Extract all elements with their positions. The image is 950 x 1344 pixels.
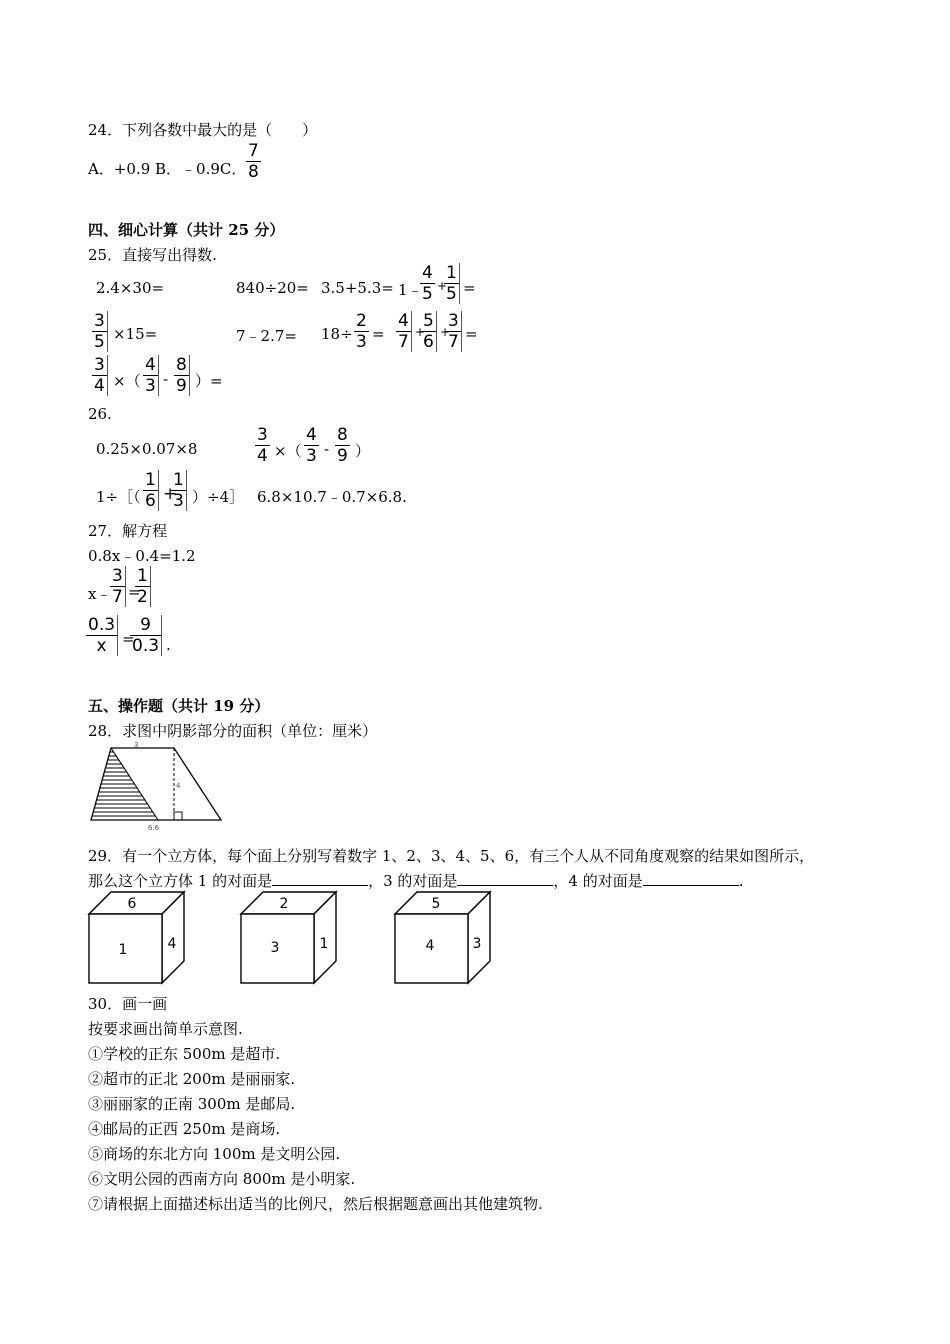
q25-r2c1-fraction xyxy=(92,311,108,352)
den: 9 xyxy=(337,446,348,466)
den: 4 xyxy=(257,446,268,466)
cube-1-top: 6 xyxy=(127,896,137,912)
q26-e1: 0.25×0.07×8 xyxy=(96,440,198,458)
q28-stem: 28．求图中阴影部分的面积（单位：厘米） xyxy=(88,722,378,740)
q30-line-3: ③丽丽家的正南 300m 是邮局. xyxy=(88,1095,296,1113)
cube-2-top: 2 xyxy=(279,896,289,912)
q26-stem: 26. xyxy=(88,405,112,423)
q25-r2c2: 7﹣2.7= xyxy=(236,327,297,345)
q27-eq2-fraction-2 xyxy=(135,566,151,607)
fraction-denominator: 8 xyxy=(248,162,259,182)
q29-line2-c: ，4 的对面是 xyxy=(553,872,643,890)
num: 0.3 xyxy=(88,615,116,635)
q30-line-6: ⑥文明公园的西南方向 800m 是小明家. xyxy=(88,1170,356,1188)
q25-r3-post: ）= xyxy=(195,372,223,390)
answer-blank-3[interactable] xyxy=(643,871,739,886)
q27-eq2-pre: x﹣ xyxy=(88,585,112,603)
section-5-heading: 五、操作题（共计 19 分） xyxy=(88,697,270,715)
q25-r2c3-pre: 18÷ xyxy=(321,325,353,343)
plus-sign: + xyxy=(437,279,448,293)
num: 4 xyxy=(145,355,156,375)
q26-e2-fraction-3 xyxy=(335,425,350,466)
q24-stem: 24．下列各数中最大的是（ ） xyxy=(88,121,318,139)
top-label: 3 xyxy=(134,741,139,749)
num: 3 xyxy=(94,311,105,331)
q27-eq2-fraction-1 xyxy=(110,566,126,607)
q27-stem: 27．解方程 xyxy=(88,522,168,540)
den: 5 xyxy=(446,284,457,304)
cube-3-top: 5 xyxy=(431,896,441,912)
q27-eq1: 0.8x﹣0.4=1.2 xyxy=(88,547,196,565)
answer-blank-1[interactable] xyxy=(272,871,368,886)
den: 2 xyxy=(137,587,148,607)
base-label: 6.6 xyxy=(148,824,160,832)
cube-2-front: 3 xyxy=(270,940,280,956)
q25-r2c4-fraction-2 xyxy=(421,311,437,352)
q24-options: A．+0.9 B．﹣0.9C． xyxy=(88,160,247,178)
q25-r1c2: 840÷20= xyxy=(236,279,309,297)
q25-r1c4-pre: 1﹣ xyxy=(398,281,423,299)
num: 4 xyxy=(422,263,433,283)
q25-r1c3: 3.5+5.3= xyxy=(321,279,394,297)
minus-sign: - xyxy=(163,370,169,388)
plus-sign: + xyxy=(415,325,426,339)
answer-blank-2[interactable] xyxy=(457,871,553,886)
q25-r2c3-post: = xyxy=(372,325,385,343)
q30-line-2: ②超市的正北 200m 是丽丽家. xyxy=(88,1070,296,1088)
q25-r3-fraction-2 xyxy=(143,355,159,396)
q26-e3-fraction-1 xyxy=(143,470,159,511)
cube-1-front: 1 xyxy=(118,942,128,958)
q25-r2c3-fraction xyxy=(354,311,369,352)
q25-stem: 25．直接写出得数. xyxy=(88,246,217,264)
q26-e4: 6.8×10.7﹣0.7×6.8. xyxy=(257,488,407,506)
num: 4 xyxy=(306,425,317,445)
den: 3 xyxy=(306,446,317,466)
den: 5 xyxy=(94,332,105,352)
num: 8 xyxy=(176,355,187,375)
q25-r1-fraction-1 xyxy=(420,263,435,304)
den: 7 xyxy=(112,587,123,607)
cube-1 xyxy=(89,892,184,983)
den: 3 xyxy=(145,376,156,396)
equals-sign: = xyxy=(465,325,478,343)
q30-line-7: ⑦请根据上面描述标出适当的比例尺，然后根据题意画出其他建筑物. xyxy=(88,1195,543,1213)
q30-line-0: 按要求画出简单示意图. xyxy=(88,1020,243,1038)
q25-r2c1-post: ×15= xyxy=(113,325,158,343)
q26-e2-times: ×（ xyxy=(274,442,302,460)
q29-line1: 29．有一个立方体，每个面上分别写着数字 1、2、3、4、5、6，有三个人从不同角度观察的结果如图所示， xyxy=(88,847,815,865)
den: 7 xyxy=(398,332,409,352)
q26-e2-fraction-2 xyxy=(304,425,319,466)
equals-sign: = xyxy=(463,279,476,297)
num: 5 xyxy=(423,311,434,331)
q30-line-4: ④邮局的正西 250m 是商场. xyxy=(88,1120,281,1138)
num: 1 xyxy=(173,470,184,490)
num: 3 xyxy=(112,566,123,586)
num: 3 xyxy=(94,355,105,375)
num: 1 xyxy=(137,566,148,586)
den: 5 xyxy=(422,284,433,304)
q26-e2-close: ） xyxy=(355,442,371,460)
q29-line2-end: . xyxy=(738,872,744,890)
cube-1-side: 4 xyxy=(167,936,177,952)
minus-sign: - xyxy=(324,440,330,458)
q25-r3-times: ×（ xyxy=(113,372,141,390)
q29-line2-b: ，3 的对面是 xyxy=(368,872,458,890)
q26-e3-fraction-2 xyxy=(171,470,187,511)
q28-trapezoid-figure xyxy=(86,740,228,832)
equals-sign: = xyxy=(128,583,141,601)
den: 7 xyxy=(448,332,459,352)
q27-eq3-fraction-2 xyxy=(130,615,162,656)
num: 2 xyxy=(356,311,367,331)
den: 9 xyxy=(176,376,187,396)
q30-line-5: ⑤商场的东北方向 100m 是文明公园. xyxy=(88,1145,341,1163)
den: 6 xyxy=(145,491,156,511)
q29-cubes-figure xyxy=(86,888,496,988)
plus-sign: + xyxy=(440,325,451,339)
num: 1 xyxy=(446,263,457,283)
den: 3 xyxy=(356,332,367,352)
q25-r1c1: 2.4×30= xyxy=(96,279,165,297)
section-4-heading: 四、细心计算（共计 25 分） xyxy=(88,221,285,239)
num: 3 xyxy=(448,311,459,331)
den: 4 xyxy=(94,376,105,396)
equals-sign: = xyxy=(122,630,135,648)
cube-3-side: 3 xyxy=(472,936,482,952)
q30-line-1: ①学校的正东 500m 是超市. xyxy=(88,1045,281,1063)
cube-3-front: 4 xyxy=(425,938,435,954)
cube-3 xyxy=(395,892,490,983)
q24-option-c-fraction xyxy=(246,141,261,182)
num: 8 xyxy=(337,425,348,445)
q29-line2-a: 那么这个立方体 1 的对面是 xyxy=(88,872,273,890)
num: 4 xyxy=(398,311,409,331)
q27-eq3-fraction-1 xyxy=(86,615,118,656)
q25-r3-fraction-3 xyxy=(174,355,190,396)
q26-e2-fraction-1 xyxy=(255,425,270,466)
num: 3 xyxy=(257,425,268,445)
num: 1 xyxy=(145,470,156,490)
right-angle-mark xyxy=(174,812,182,820)
period: . xyxy=(166,636,171,654)
q25-r2c4-fraction-1 xyxy=(396,311,412,352)
q26-e3-post: ）÷4］ xyxy=(192,488,245,506)
den: 6 xyxy=(423,332,434,352)
cube-2 xyxy=(241,892,336,983)
num: 9 xyxy=(140,615,151,635)
cube-2-side: 1 xyxy=(319,936,329,952)
plus-sign: + xyxy=(163,484,178,504)
q30-stem: 30．画一画 xyxy=(88,995,168,1013)
q25-r2c4-fraction-3 xyxy=(446,311,462,352)
q25-r1-fraction-2 xyxy=(444,263,460,304)
fraction-numerator: 7 xyxy=(248,141,259,161)
den: x xyxy=(86,635,117,656)
q25-r3-fraction-1 xyxy=(92,355,108,396)
den: 0.3 xyxy=(132,636,160,656)
height-label: 4 xyxy=(176,782,181,790)
q26-e3-pre: 1÷［（ xyxy=(96,488,141,506)
den: 3 xyxy=(173,491,184,511)
